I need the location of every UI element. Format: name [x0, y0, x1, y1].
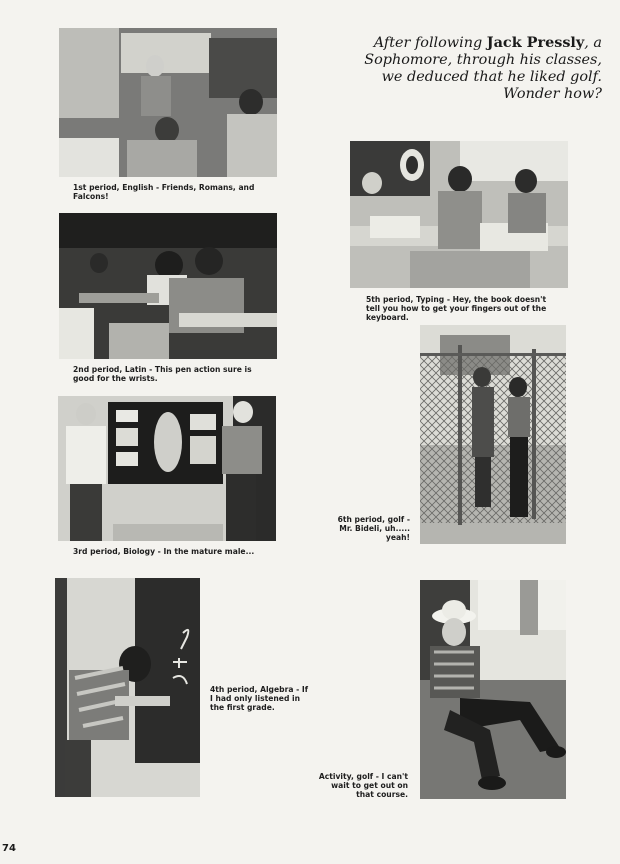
headline-before: After following	[373, 35, 487, 51]
caption-english: 1st period, English - Friends, Romans, and Falcons!	[73, 183, 255, 201]
photo-activity-golf	[420, 580, 566, 799]
caption-golf: 6th period, golf - Mr. Bideli, uh..... yeah!	[337, 515, 410, 542]
photo-golf-fence	[420, 325, 566, 544]
photo-english	[59, 28, 277, 177]
headline-after: , a Sophomore, through his classes, we deduced that he liked golf. Wonder how?	[364, 35, 602, 102]
photo-biology	[58, 396, 276, 541]
photo-algebra	[55, 578, 200, 797]
photo-typing	[350, 141, 568, 288]
headline-name: Jack Pressly	[486, 34, 585, 51]
caption-algebra: 4th period, Algebra - If I had only listened in the first grade.	[210, 685, 309, 712]
headline	[340, 34, 602, 103]
page-number: 74	[2, 843, 16, 854]
photo-latin	[59, 213, 277, 359]
caption-typing: 5th period, Typing - Hey, the book doesn't tell you how to get your fingers out of the keyboard.	[366, 295, 547, 322]
caption-activity: Activity, golf - I can't wait to get out on that course.	[318, 772, 408, 799]
caption-latin: 2nd period, Latin - This pen action sure is good for the wrists.	[73, 365, 252, 383]
caption-biology: 3rd period, Biology - In the mature male...	[73, 547, 255, 556]
